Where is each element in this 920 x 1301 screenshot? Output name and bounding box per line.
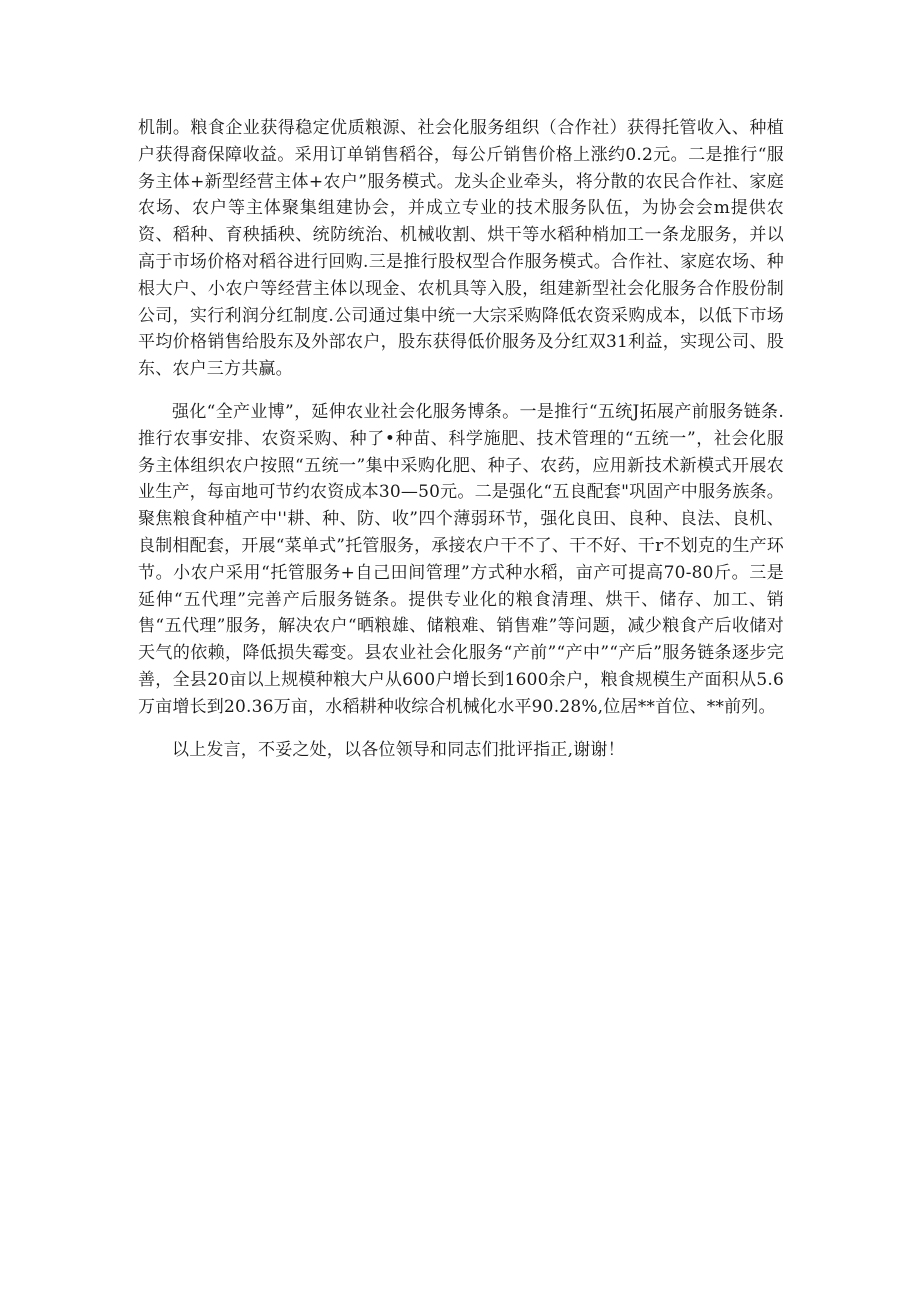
document-body — [138, 115, 784, 779]
paragraph-closing-remarks: 以上发言，不妥之处，以各位领导和同志们批评指正,谢谢！ — [172, 739, 625, 760]
paragraph-mechanism-models: 机制。粮食企业获得稳定优质粮源、社会化服务组织（合作社）获得托管收入、种植户获得裔保障收益。采用订单销售稻谷，每公斤销售价格上涨约0.2元。二是推行“服务主体+新型经营主体+农户”服务模式。龙头企业牵头，将分散的农民合作社、家庭农场、农户等主体聚集组建协会，并成立专业的技术服务队伍，为协会会m提供农资、稻种、育秧插秧、统防统治、机械收割、烘干等水稻种梢加工一条龙服务，并以高于市场价格对稻谷进行回购.三是推行股权型合作服务模式。合作社、家庭农场、种根大户、小农户等经营主体以现金、农机具等入股，组建新型社会化服务合作股份制公司，实行利润分红制度.公司通过集中统一大宗采购降低农资采购成本，以低下市场平均价格销售给股东及外部农户，股东获得低价服务及分红双31利益，实现公司、股东、农户三方共赢。 — [138, 118, 784, 380]
paragraph-full-industry-chain: 强化“全产业博”，延伸农业社会化服务博条。一是推行“五统J拓展产前服务链条.推行农事安排、农资采购、种了•种苗、科学施肥、技术管理的“五统一”，社会化服务主体组织农户按照“五统一”集中采购化肥、种子、农药，应用新技术新模式开展农业生产，每亩地可节约农资成本30—50元。二是强化“五良配套"巩固产中服务族条。聚焦粮食种植产中''耕、种、防、收”四个薄弱环节，强化良田、良种、良法、良机、良制相配套，开展“菜单式”托管服务，承接农户干不了、干不好、干r不划克的生产环节。小农户采用“托管服务+自己田间管理”方式种水稻，亩产可提高70-80斤。三是延伸“五代理”完善产后服务链条。提供专业化的粮食清理、烘干、储存、加工、销售“五代理”服务，解决农户“晒粮雄、储粮难、销售难”等问题，减少粮食产后收储对天气的依赖，降低损失霉变。县农业社会化服务“产前”“产中”“产后”服务链条逐步完善，全县20亩以上规模种粮大户从600户增长到1600余户，粮食规模生产面积从5.6万亩增长到20.36万亩，水稻耕种收综合机械化水平90.28%,位居**首位、**前列。 — [138, 401, 784, 717]
